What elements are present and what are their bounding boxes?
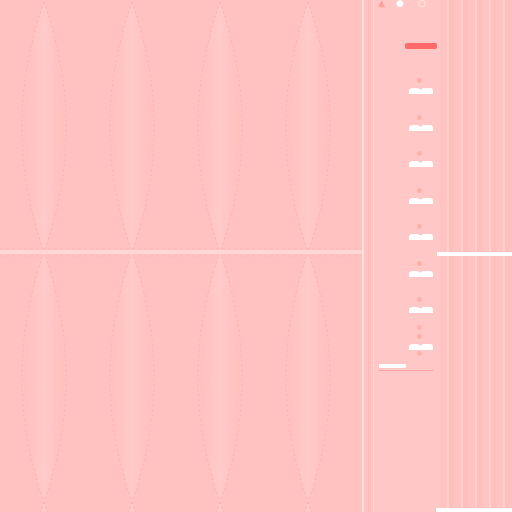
white-bottom-bar: [436, 508, 512, 512]
hook-icon: [408, 160, 434, 168]
short-bar-underline: [379, 370, 433, 371]
hook-icon: [408, 124, 434, 132]
hook-icon: [408, 270, 434, 278]
hook-icon: [408, 343, 434, 351]
hook-tick: [417, 224, 422, 229]
striped-strip: [440, 0, 512, 512]
accent-bar: [405, 43, 437, 49]
small-circle-icon: ○: [418, 0, 426, 9]
panel-divider: [362, 0, 364, 512]
hook-icon: [408, 87, 434, 95]
hook-tick: [417, 334, 422, 339]
white-strip-bar: [437, 252, 512, 256]
marker-dot: [417, 351, 422, 356]
hook-icon: [408, 233, 434, 241]
hook-tick: [417, 151, 422, 156]
small-dot-icon: ●: [396, 0, 404, 9]
panel-divider-shadow: [368, 0, 369, 512]
hook-icon: [408, 197, 434, 205]
hook-tick: [417, 188, 422, 193]
white-short-bar: [379, 364, 406, 368]
hook-tick: [417, 261, 422, 266]
hook-tick: [417, 297, 422, 302]
side-rail: [373, 0, 441, 512]
top-icon-cluster: [378, 0, 428, 18]
hook-tick: [417, 115, 422, 120]
hook-icon: [408, 306, 434, 314]
hook-tick: [417, 78, 422, 83]
small-triangle-icon: ▲: [378, 0, 385, 9]
marker-dot: [417, 325, 422, 330]
